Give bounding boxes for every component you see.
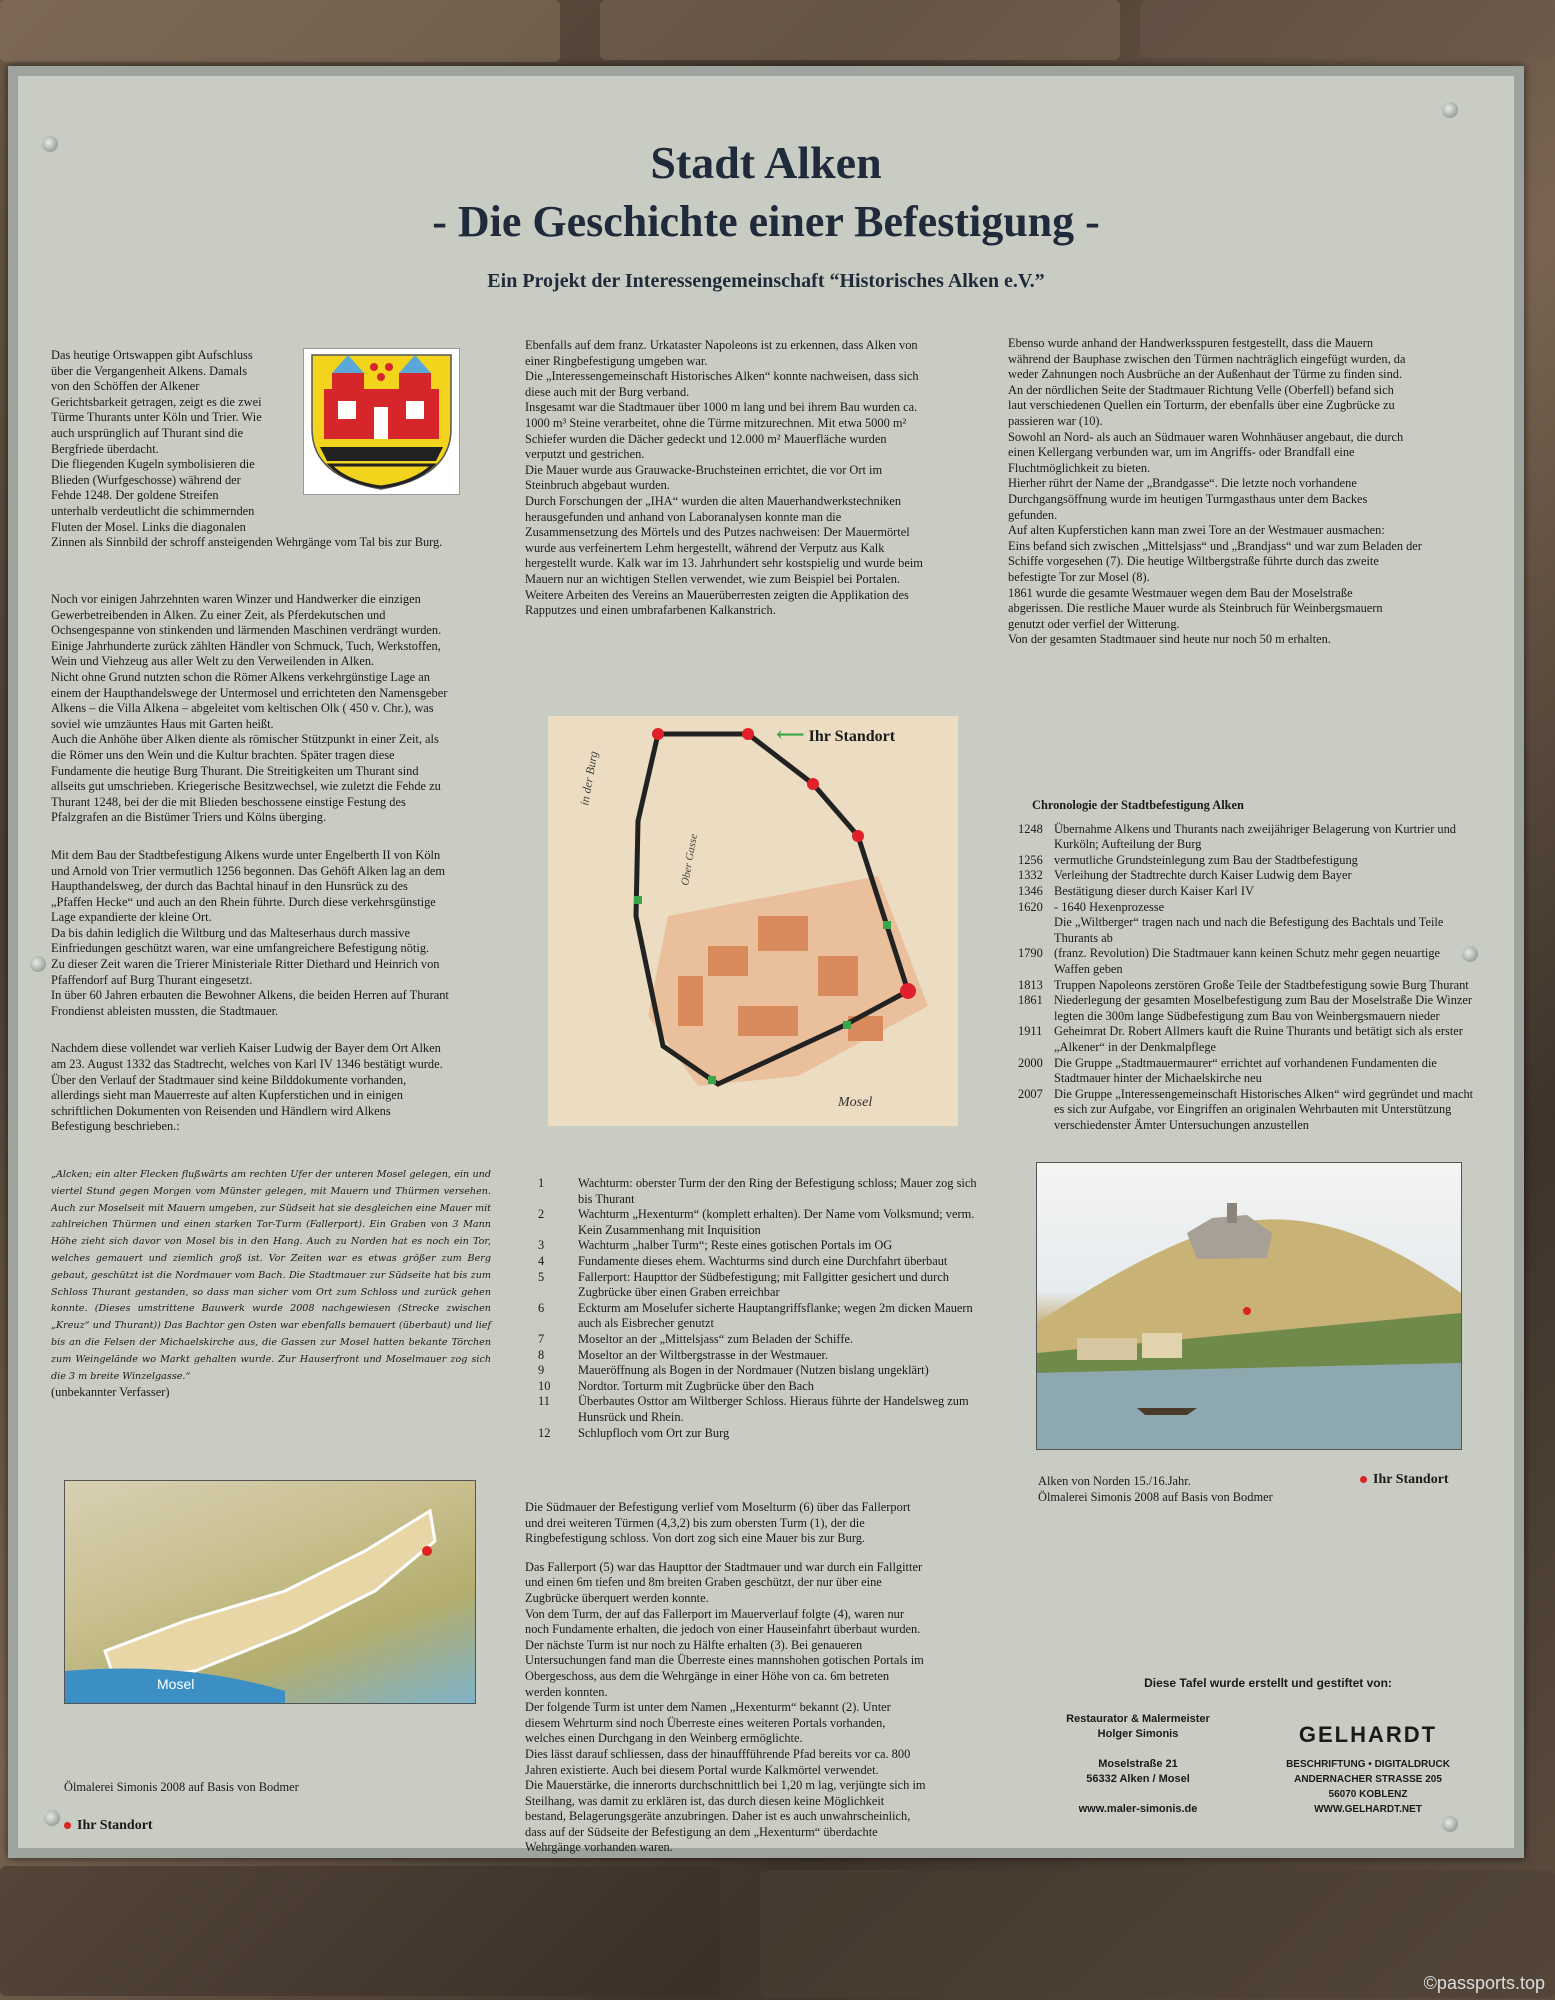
chronology [1018, 798, 1478, 1133]
legend-item [538, 1254, 978, 1270]
map-burg-label: in der Burg [577, 750, 601, 807]
legend-number: 4 [538, 1253, 545, 1268]
right-painting-caption: Alken von Norden 15./16.Jahr. Ölmalerei Simonis 2008 auf Basis von Bodmer [1038, 1474, 1273, 1504]
cadastral-map [548, 716, 958, 1126]
chronology-text: Die Gruppe „Interessengemeinschaft Historisches Alken“ wird gegründet und macht es sich zur Aufgabe, vor Eingriffen an originalen Wehrbauten mit Unterstützung verschiedenster Ämter Untersuchungen anzustellen [1054, 1086, 1474, 1132]
legend-text: Fundamente dieses ehem. Wachturms sind durch eine Durchfahrt überbaut [578, 1253, 948, 1268]
legend-text: Schlupfloch vom Ort zur Burg [578, 1425, 730, 1440]
chronology-text: Die „Wiltberger“ tragen nach und nach die Befestigung des Bachtals und Teile Thurants ab [1054, 915, 1444, 945]
location-dot-icon [1360, 1476, 1367, 1483]
chronology-year: 1861 [1018, 993, 1043, 1008]
legend-text: Maueröffnung als Bogen in der Nordmauer (Nutzen bislang ungeklärt) [578, 1363, 929, 1378]
chronology-item [1018, 853, 1478, 869]
legend-item [538, 1270, 978, 1301]
legend-number: 11 [538, 1394, 550, 1409]
bird-eye-painting [64, 1480, 476, 1704]
left-paragraph-2: Noch vor einigen Jahrzehnten waren Winzer und Handwerker die einzigen Gewerbetreibenden in Alken. Zu einer Zeit, als Pferdekutschen und Ochsengespanne von stinkenden und lärmenden Maschinen verdrängt wurden. Einige Jahrhunderte zurück zählten Händler von Schmuck, Tuch, Werkstoffen, Wein und Viehzeug aus aller Welt zu den Verweilenden in Alken. Nicht ohne Grund nutzten schon die Römer Alkens verkehrgünstige Lage an einem der Haupthandelswege der Untermosel und errichteten den Namensgeber Alkens – die Villa Alkena – abgeleitet vom keltischen Olk ( 450 v. Chr.), was soviel wie umzäuntes Haus mit Garten heißt. Auch die Anhöhe über Alken diente als römischer Stützpunkt in einer Zeit, als die Römer uns den Wein und die Kultur brachten. Später tragen diese Fundamente die heutige Burg Thurant. Die Streitigkeiten um Thurant sind allseits gut umschrieben. Kriegerische Besitzwechsel, wie zuletzt die Fehde zu Thurant 1248, bei der die mit Blieden beschossene einstige Festung des Pfalzgrafen an die Bistümer Triers und Kölns überging. [51, 592, 448, 825]
chronology-item [1018, 946, 1478, 977]
info-board [8, 66, 1524, 1858]
castle-landscape-drawing [1037, 1163, 1461, 1449]
chronology-item [1018, 915, 1478, 946]
middle-paragraph-1: Ebenfalls auf dem franz. Urkataster Napoleons ist zu erkennen, dass Alken von einer Ringbefestigung umgeben war. Die „Interessengemeinschaft Historisches Alken“ konnte nachweisen, dass sich diese auch mit der Burg verband. Insgesamt war die Stadtmauer über 1000 m lang und bei ihrem Bau wurden ca. 1000 m³ Steine verarbeitet, ohne die Türme mitzurechnen. Mit etwa 5000 m² Schiefer wurden die Dächer gedeckt und 12.000 m² Mauerfläche wurden verputzt und gestrichen. Die Mauer wurde aus Grauwacke-Bruchsteinen errichtet, die vor Ort im Steinbruch abgebaut wurden. Durch Forschungen der „IHA“ wurden die alten Mauerhandwerkstechniken herausgefunden und anhand von Laboranalysen konnte man die Zusammensetzung des Mörtels und des Putzes nachweisen: Der Mauermörtel wurde aus verfeinertem Lehm hergestellt, während der Verputz aus Kalk hergestellt wurde. Kalk war im 13. Jahrhundert sehr kostspielig und wurde beim Mauern nur an wichtigen Stellen verwendet, wie zum Beispiel bei Portalen. Weitere Arbeiten des Vereins an Mauerüberresten zeigten die Applikation des Rapputzes und einen umbrafarbenen Kalkanstrich. [525, 338, 923, 618]
legend-item [538, 1363, 978, 1379]
chronology-list [1018, 822, 1478, 1134]
left-column-2 [51, 592, 491, 1414]
crest-icon [304, 349, 459, 494]
chronology-item [1018, 1087, 1478, 1134]
chronology-item [1018, 993, 1478, 1024]
right-paragraph-1: Ebenso wurde anhand der Handwerksspuren festgestellt, dass die Mauern während der Bauphase zwischen den Türmen nachträglich eingefügt wurden, da weder Zahnungen noch Ausbrüche an der Außenhaut der Türme zu finden sind. An der nördlichen Seite der Stadtmauer Richtung Velle (Oberfell) befand sich laut verschiedenen Quellen ein Torturm, der ebenfalls über eine Zugbrücke zu passieren war (10). Sowohl an Nord- als auch an Südmauer waren Wohnhäuser angebaut, die durch einen Kellergang verbunden war, um im Angriffs- oder Brandfall eine Fluchtmöglichkeit zu bieten. Hierher rührt der Name der „Brandgasse“. Die letzte noch vorhandene Durchgangsöffnung wurde im heutigen Turmgasthaus unter dem Backes gefunden. Auf alten Kupferstichen kann man zwei Tore an der Westmauer ausmachen: Eins befand sich zwischen „Mittelsjass“ und „Brandjass“ und war zum Beladen der Schiffe vorgesehen (7). Die heutige Wiltbergstraße führte durch das zweite befestigte Tor zur Mosel (8). 1861 wurde die gesamte Westmauer wegen dem Bau der Moselstraße abgerissen. Die restliche Mauer wurde als Steinbruch für Weinbergsmauern genutzt oder verfiel der Witterung. Von der gesamten Stadtmauer sind heute nur noch 50 m erhalten. [1008, 336, 1422, 647]
standort-label: Ihr Standort [77, 1817, 153, 1833]
chronology-year [1018, 915, 1054, 946]
legend-item [538, 1348, 978, 1364]
chronology-year: 1813 [1018, 977, 1043, 992]
credit-simonis: Restaurator & Malermeister Holger Simonis Moselstraße 21 56332 Alken / Mosel www.maler-simonis.de [1066, 1713, 1210, 1815]
legend-item [538, 1379, 978, 1395]
right-standort-marker [1360, 1456, 1449, 1487]
quote-author: (unbekannter Verfasser) [51, 1385, 170, 1400]
map-standort [776, 722, 895, 747]
wall-stone [0, 0, 560, 62]
legend-number: 3 [538, 1238, 545, 1253]
legend-text: Moseltor an der „Mittelsjass“ zum Beladen der Schiffe. [578, 1331, 854, 1346]
board-subtitle: - Die Geschichte einer Befestigung - [432, 197, 1100, 246]
chronology-text: Übernahme Alkens und Thurants nach zweijähriger Belagerung von Kurtrier und Kurköln; Aufteilung der Burg [1054, 821, 1456, 852]
project-line: Ein Projekt der Interessengemeinschaft “Historisches Alken e.V.” [487, 270, 1045, 292]
map-standort-label: Ihr Standort [808, 728, 896, 745]
chronology-year: 2000 [1018, 1055, 1043, 1070]
legend-number: 1 [538, 1176, 545, 1190]
screw [44, 1810, 60, 1826]
gelhardt-address: BESCHRIFTUNG • DIGITALDRUCK ANDERNACHER STRASSE 205 56070 KOBLENZ WWW.GELHARDT.NET [1286, 1759, 1450, 1815]
chronology-year: 1620 [1018, 899, 1043, 914]
gelhardt-logo: GELHARDT [1298, 1722, 1438, 1747]
legend-text: Überbautes Osttor am Wiltberger Schloss. Hieraus führte der Handelsweg zum Hunsrück und Rhein. [578, 1394, 969, 1424]
map-legend [538, 1176, 978, 1441]
legend-item [538, 1176, 978, 1207]
legend-number: 12 [538, 1425, 551, 1440]
middle-paragraph-3: Das Fallerport (5) war das Haupttor der Stadtmauer und war durch ein Fallgitter und einen 6m tiefen und 8m breiten Graben geschützt, der nur über eine Zugbrücke überquert werden konnte. Von dem Turm, der auf das Fallerport im Mauerverlauf folgte (4), waren nur noch Fundamente erhalten, die jedoch von einer Hauseinfahrt überbaut wurden. Der nächste Turm ist nur noch zu Hälfte erhalten (3). Bei genaueren Untersuchungen fand man die Überreste eines mannshohen gotischen Portals im Obergeschoss, aus dem die Wehrgänge in einer Höhe von ca. 6m betreten werden konnten. Der folgende Turm ist unter dem Namen „Hexenturm“ bekannt (2). Unter diesem Wehrturm sind noch Überreste eines weiteren Portals vorhanden, welches einen Durchgang in den Weinberg ermöglichte. Dies lässt darauf schliessen, dass der hinauffführende Pfad bereits vor ca. 800 Jahren existierte. Auch bei diesem Portal wurde Kalkmörtel verwendet. Die Mauerstärke, die innerorts durchschnittlich bei 1,20 m lag, verjüngte sich im Steilhang, was damit zu erklären ist, das durch diesen keine Möglichkeit bestand, Belagerungsgeräte anzubringen. Daher ist es auch unwahrscheinlich, dass auf der Südseite der Befestigung an dem „Hexenturm“ überdachte Wehrgänge vorhanden waren. [525, 1559, 926, 1855]
wall-stone [0, 1866, 720, 1996]
chronology-text: Geheimrat Dr. Robert Allmers kauft die Ruine Thurants und betätigt sich als erster „Alkener“ in der Denkmalpflege [1054, 1024, 1463, 1054]
right-column [1008, 336, 1458, 661]
legend-item [538, 1426, 978, 1442]
left-paragraph-4: Nachdem diese vollendet war verlieh Kaiser Ludwig der Bayer dem Ort Alken am 23. August 1332 das Stadtrecht, welches von Karl IV 1346 bestätigt wurde. Über den Verlauf der Stadtmauer sind keine Bilddokumente vorhanden, allerdings sieht man Mauerreste auf alten Kupferstichen und in einigen schriftlichen Dokumenten von Reisenden und Händlern wird Alkens Befestigung beschrieben.: [51, 1041, 443, 1134]
chronology-item [1018, 1024, 1478, 1055]
legend-number: 7 [538, 1331, 545, 1346]
left-painting-caption: Ölmalerei Simonis 2008 auf Basis von Bodmer [64, 1780, 299, 1794]
chronology-year: 2007 [1018, 1086, 1043, 1101]
legend-item [538, 1332, 978, 1348]
location-dot-icon [64, 1822, 71, 1829]
legend-number: 5 [538, 1269, 545, 1284]
legend-text: Nordtor. Torturm mit Zugbrücke über den Bach [578, 1378, 814, 1393]
credits-title: Diese Tafel wurde erstellt und gestiftet von: [1144, 1676, 1392, 1690]
chronology-text: Die Gruppe „Stadtmauermaurer“ errichtet auf vorhandenen Fundamenten die Stadtmauer hinter der Michaelskirche neu [1054, 1055, 1437, 1086]
legend-item [538, 1394, 978, 1425]
chronology-text: Truppen Napoleons zerstören Große Teile der Stadtbefestigung sowie Burg Thurant [1054, 977, 1469, 992]
chronology-item [1018, 900, 1478, 916]
historic-quote: „Alcken; ein alter Flecken flußwärts am rechten Ufer der unteren Mosel gelegen, ein und viertel Stund gegen Morgen vom Münster gelegen, mit Mauern und Thürmen versehen. Auch zur Moselseit mit Mauern umgeben, zur Südseit hat sie desgleichen eine Mauer mit zahlreichen Thürmen und einen starken Tor-Turm (Fallerport). Ein Graben von 3 Mann Höhe zieht sich davor von Mosel bis in den Hang. Auch zu Norden hat es noch ein Tor, welches gemauert und ziemlich groß ist. Vor Zeiten war es etwas größer zum Berg gebaut, geschützt ist die Nordmauer vom Bach. Die Stadtmauer zur Südseite hat bis zum Schloss Thurant gestanden, so dass man sicher vom Ort zum Schloss und zurück gehen konnte. (Dieses umstrittene Bauwerk wurde 2008 nachgewiesen (Strecke zwischen „Kreuz“ und Thurant)) Das Bachtor gen Osten war ebenfalls bemauert (überbaut) und lief bis an die Felsen der Michaelskirche aus, die Gassen zur Mosel hatten bekante Törchen zum Weingelände wo Markt gehalten wurde. Zur Hauserfront und Moselmauer zog sich die 3 m breite Winzelgasse.“ [51, 1169, 491, 1382]
legend-number: 8 [538, 1347, 545, 1362]
chronology-year: 1332 [1018, 868, 1043, 883]
chronology-year: 1248 [1018, 821, 1043, 836]
legend-text: Eckturm am Moselufer sicherte Hauptangriffsflanke; wegen 2m dicken Mauern auch als Eisbrecher genutzt [578, 1300, 973, 1331]
legend-number: 9 [538, 1363, 545, 1378]
legend-text: Wachturm „halber Turm“; Reste eines gotischen Portals im OG [578, 1238, 893, 1253]
map-street-label: Ober Gasse [679, 832, 701, 887]
chronology-year: 1346 [1018, 883, 1043, 898]
chronology-year: 1790 [1018, 946, 1043, 961]
chronology-title: Chronologie der Stadtbefestigung Alken [1032, 798, 1244, 812]
chronology-year: 1911 [1018, 1024, 1043, 1039]
legend-item [538, 1301, 978, 1332]
board-title: Stadt Alken [650, 137, 882, 188]
chronology-text: Niederlegung der gesamten Moselbefestigung zum Bau der Moselstraße Die Winzer legten die 300m lange Südbefestigung zum Bau von Weinbergsmauern nieder [1054, 993, 1473, 1023]
left-paragraph-3: Mit dem Bau der Stadtbefestigung Alkens wurde unter Engelberth II von Köln und Arnold von Trier vermutlich 1256 begonnen. Das Gehöft Alken lag an dem Haupthandelsweg, der durch das Bachtal hinauf in den Hunsrück zu des „Pfaffen Hecke“ und auch an den Rhein führte. Durch diese verkehrsgünstige Lage expandierte der kleine Ort. Da bis dahin lediglich die Wiltburg und das Malteserhaus durch massive Einfriedungen geschützt waren, war eine umfangreichere Befestigung nötig. Zu dieser Zeit waren die Trierer Ministeriale Ritter Diethard und Heinrich von Pfaffendorf auf Burg Thurant eingesetzt. In über 60 Jahren erbauten die Bewohner Alkens, die beiden Herren auf Thurant Frondienst ableisten mussten, die Stadtmauer. [51, 847, 449, 1018]
screw [1442, 102, 1458, 118]
legend-text: Moseltor an der Wiltbergstrasse in der Westmauer. [578, 1347, 829, 1362]
middle-column [525, 338, 965, 632]
chronology-item [1018, 884, 1478, 900]
map-mosel-label: Mosel [838, 1095, 873, 1110]
wappen-text: Das heutige Ortswappen gibt Aufschluss über die Vergangenheit Alkens. Damals von den Schöffen der Alkener Gerichtsbarkeit getragen, zeigt es die zwei Türme Thurants unter Köln und Trier. Wie auch ursprünglich auf Thurant sind die Bergfriede überdacht. Die fliegenden Kugeln symbolisieren die Blieden (Wurfgeschosse) während der Fehde 1248. Der goldene Streifen unterhalb verdeutlicht die schimmernden Fluten der Mosel. Links die diagonalen Zinnen als Sinnbild der schroff ansteigenden Wehrgänge vom Tal bis zur Burg. [51, 348, 443, 550]
chronology-text: - 1640 Hexenprozesse [1054, 899, 1165, 914]
legend-number: 10 [538, 1378, 551, 1393]
legend-number: 2 [538, 1207, 545, 1222]
chronology-item [1018, 1056, 1478, 1087]
arrow-left-icon: ⟵ [776, 724, 805, 746]
legend-number: 6 [538, 1300, 545, 1315]
chronology-text: (franz. Revolution) Die Stadtmauer kann keinen Schutz mehr gegen neuartige Waffen geben [1054, 946, 1441, 976]
legend-item [538, 1238, 978, 1254]
chronology-item [1018, 822, 1478, 853]
chronology-text: vermutliche Grundsteinlegung zum Bau der Stadtbefestigung [1054, 852, 1358, 867]
watermark: ©passports.top [1423, 1973, 1545, 1993]
wall-stone [1140, 0, 1555, 58]
legend-text: Fallerport: Haupttor der Südbefestigung; mit Fallgitter gesichert und durch Zugbrücke über einen Graben erreichbar [578, 1269, 949, 1300]
town-wall-drawing [65, 1481, 475, 1703]
alken-painting [1036, 1162, 1462, 1450]
town-crest [303, 348, 460, 495]
screw [30, 956, 46, 972]
chronology-text: Bestätigung dieser durch Kaiser Karl IV [1054, 883, 1254, 898]
painting-river-label: Mosel [157, 1676, 195, 1692]
wall-stone [600, 0, 1120, 60]
chronology-item [1018, 868, 1478, 884]
legend-text: Wachturm: oberster Turm der den Ring der Befestigung schloss; Mauer zog sich bis Thurant [578, 1176, 977, 1206]
legend-text: Wachturm „Hexenturm“ (komplett erhalten). Der Name vom Volksmund; verm. Kein Zusammenhang mit Inquisition [578, 1207, 975, 1237]
middle-paragraph-2: Die Südmauer der Befestigung verlief vom Moselturm (6) über das Fallerport und drei weiteren Türmen (4,3,2) bis zum obersten Turm (1), der die Ringbefestigung schloss. Von dort zog sich eine Mauer bis zur Burg. [525, 1500, 911, 1546]
right-standort-label: Ihr Standort [1373, 1471, 1449, 1487]
chronology-year: 1256 [1018, 852, 1043, 867]
left-standort-marker [64, 1802, 153, 1833]
chronology-text: Verleihung der Stadtrechte durch Kaiser Ludwig dem Bayer [1054, 868, 1352, 883]
chronology-item [1018, 978, 1478, 994]
credit-gelhardt [1268, 1712, 1468, 1832]
middle-column-2 [525, 1500, 975, 1869]
town-map-drawing [548, 716, 958, 1126]
legend-item [538, 1207, 978, 1238]
